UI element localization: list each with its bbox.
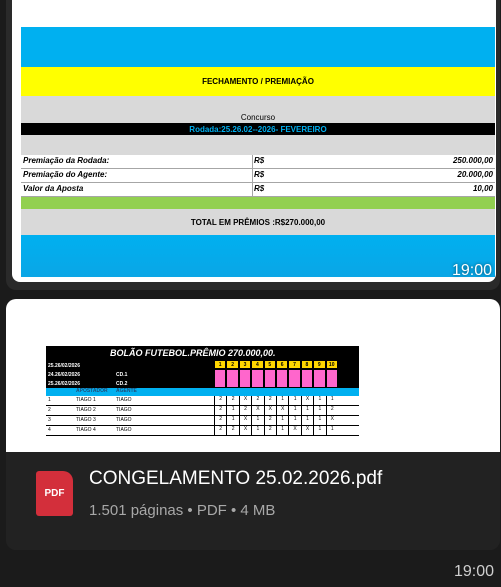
preview-column-header: APOSTADOR AGENTE bbox=[46, 388, 359, 396]
prize-row: Premiação da Rodada: R$ 250.000,00 bbox=[21, 155, 495, 169]
pdf-preview[interactable] bbox=[6, 299, 500, 452]
concurso-label: Concurso bbox=[21, 96, 495, 123]
rodada-label: Rodada:25.26.02--2026- FEVEREIRO bbox=[21, 123, 495, 135]
pdf-file-icon: PDF bbox=[36, 471, 73, 516]
preview-header bbox=[46, 360, 359, 388]
preview-table bbox=[46, 346, 359, 436]
file-info-bar[interactable] bbox=[6, 452, 500, 550]
prize-row: Premiação do Agente: R$ 20.000,00 bbox=[21, 169, 495, 183]
prize-sheet bbox=[21, 27, 495, 277]
document-message[interactable] bbox=[6, 299, 500, 550]
message-time: 19:00 bbox=[453, 563, 494, 580]
sheet-title: FECHAMENTO / PREMIAÇÃO bbox=[21, 67, 495, 96]
preview-dates: 25.26/02/2026 24.26/02/2026 25.26/02/2026 bbox=[48, 363, 80, 387]
sheet-footer-band bbox=[21, 235, 495, 277]
sheet-spacer bbox=[21, 135, 495, 155]
table-row: 1 TIAGO 1 TIAGO 2 2 X 2 2 1 1 X 1 1 bbox=[46, 396, 359, 406]
file-name: CONGELAMENTO 25.02.2026.pdf bbox=[89, 468, 383, 489]
file-meta: 1.501 páginas • PDF • 4 MB bbox=[89, 502, 276, 519]
prize-row: Valor da Aposta R$ 10,00 bbox=[21, 183, 495, 197]
message-time: 19:00 bbox=[451, 262, 492, 279]
prize-rows bbox=[21, 155, 495, 197]
table-row: 2 TIAGO 2 TIAGO 2 1 2 X X X 1 1 1 2 bbox=[46, 406, 359, 416]
shared-image[interactable] bbox=[12, 0, 496, 282]
preview-title: BOLÃO FUTEBOL.PRÊMIO 270.000,00. bbox=[46, 346, 359, 360]
sheet-green-band bbox=[21, 197, 495, 209]
sheet-header-band bbox=[21, 27, 495, 67]
table-row: 4 TIAGO 4 TIAGO 2 2 X 1 2 1 X X 1 1 bbox=[46, 426, 359, 436]
preview-rows bbox=[46, 396, 359, 436]
preview-codes: CD.1 CD.2 bbox=[116, 372, 128, 387]
game-numbers: 1 2 3 4 5 6 7 8 9 10 bbox=[214, 360, 338, 369]
table-row: 3 TIAGO 3 TIAGO 2 1 X 1 2 1 1 1 1 X bbox=[46, 416, 359, 426]
team-names bbox=[214, 369, 338, 388]
image-message[interactable] bbox=[6, 0, 500, 290]
total-prizes: TOTAL EM PRÊMIOS :R$270.000,00 bbox=[21, 209, 495, 235]
